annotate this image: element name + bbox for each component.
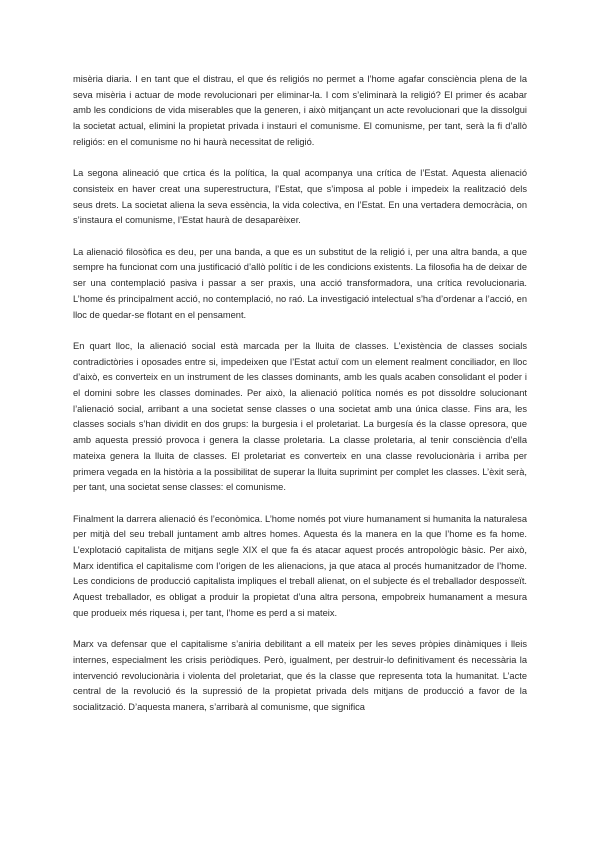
paragraph-economic-alienation: Finalment la darrera alienació és l’econòmica. L’home només pot viure humanament si humanita la naturalesa per mitjà del seu treball juntament amb altres homes. Aquesta és la manera en la que l’home es fa home. L’explotació capitalista de mitjans segle XIX el que fa és atacar aquest procés antropològic bàsic. Per això, Marx identifica el capitalisme com l’origen de les alienacions, ja que ataca al procés humanitzador de l’home. Les condicions de producció capitalista impliques el treball alienat, on el subjecte és el treballador desposseït. Aquest treballador, es obligat a produir la propietat d’una altra persona, empobreix humanament a mesura que produeix més riquesa i, per tant, l’home es perd a si mateix. [73, 513, 527, 618]
paragraph-political-alienation: La segona alineació que crtica és la política, la qual acompanya una crítica de l’Estat. Aquesta alienació consisteix en haver creat una superestructura, l’Estat, que s’imposa al poble i impedeix la realització dels seus drets. La societat aliena la seva essència, la vida colectiva, en l’Estat. En una vertadera democràcia, on s’instaura el comunisme, l’Estat haurà de desaparèixer. [73, 168, 527, 226]
document-body [73, 72, 527, 716]
paragraph-social-alienation: En quart lloc, la alienació social està marcada per la lluita de classes. L’existència de classes socials contradictòries i oposades entre si, impedeixen que l’Estat actuï com un element realment conciliador, en lloc d’això, es converteix en un instrument de les classes dominants, amb les quals acaben consolidant el poder i el domini sobre les classes dominades. Per això, la alienació política només es pot dissoldre solucionant l’alienació social, arribant a una societat sense classes o una societat amb una única classe. Fins ara, les classes socials s’han dividit en dos grups: la burgesia i el proletariat. La burgesía és la classe opresora, que amb aquesta pressió provoca i genera la classe proletaria. La classe proletaria, al tenir consciència d’ella mateixa genera la lluita de classes. El proletariat es converteix en una classe revolucionària i arriba per primera vegada en la història a la possibilitat de superar la lluita suprimint per complet les classes. L’èxit serà, per tant, una societat sense classes: el comunisme. [73, 340, 527, 493]
paragraph-philosophical-alienation: La alienació filosòfica es deu, per una banda, a que es un substitut de la religió i, per una altra banda, a que sempre ha funcionat com una justificació d’allò polític i de les condicions existents. La filosofia ha de deixar de ser una contemplació pasiva i passar a ser praxis, una acció transformadora, una crítica revolucionaria. L’home és principalment acció, no contemplació, no raó. La investigació intelectual s’ha d’ordenar a l’acció, en lloc de quedar-se flotant en el pensament. [73, 246, 527, 320]
paragraph-religious-alienation: misèria diaria. I en tant que el distrau, el que és religiós no permet a l’home agafar consciència plena de la seva misèria i actuar de mode revolucionari per eliminar-la. I com s’eliminarà la religió? El primer és acabar amb les condicions de vida miserables que la generen, i això mitjançant un acte revolucionari que la dissolgui la societat actual, elimini la propietat privada i instauri el comunisme. El comunisme, per tant, serà la fi d’allò religiós: en el comunisme no hi haurà necessitat de religió. [73, 74, 527, 147]
paragraph-revolution: Marx va defensar que el capitalisme s’aniria debilitant a ell mateix per les seves pròpies dinàmiques i lleis internes, especialment les crisis periòdiques. Però, igualment, per destruir-lo definitivament és necessària la intervenció revolucionària i violenta del proletariat, que és la classe que representa tota la humanitat. L’acte central de la revolució és la supressió de la propietat privada dels mitjans de producció a favor de la socialització. D’aquesta manera, s’arribarà al comunisme, que significa [73, 639, 527, 713]
